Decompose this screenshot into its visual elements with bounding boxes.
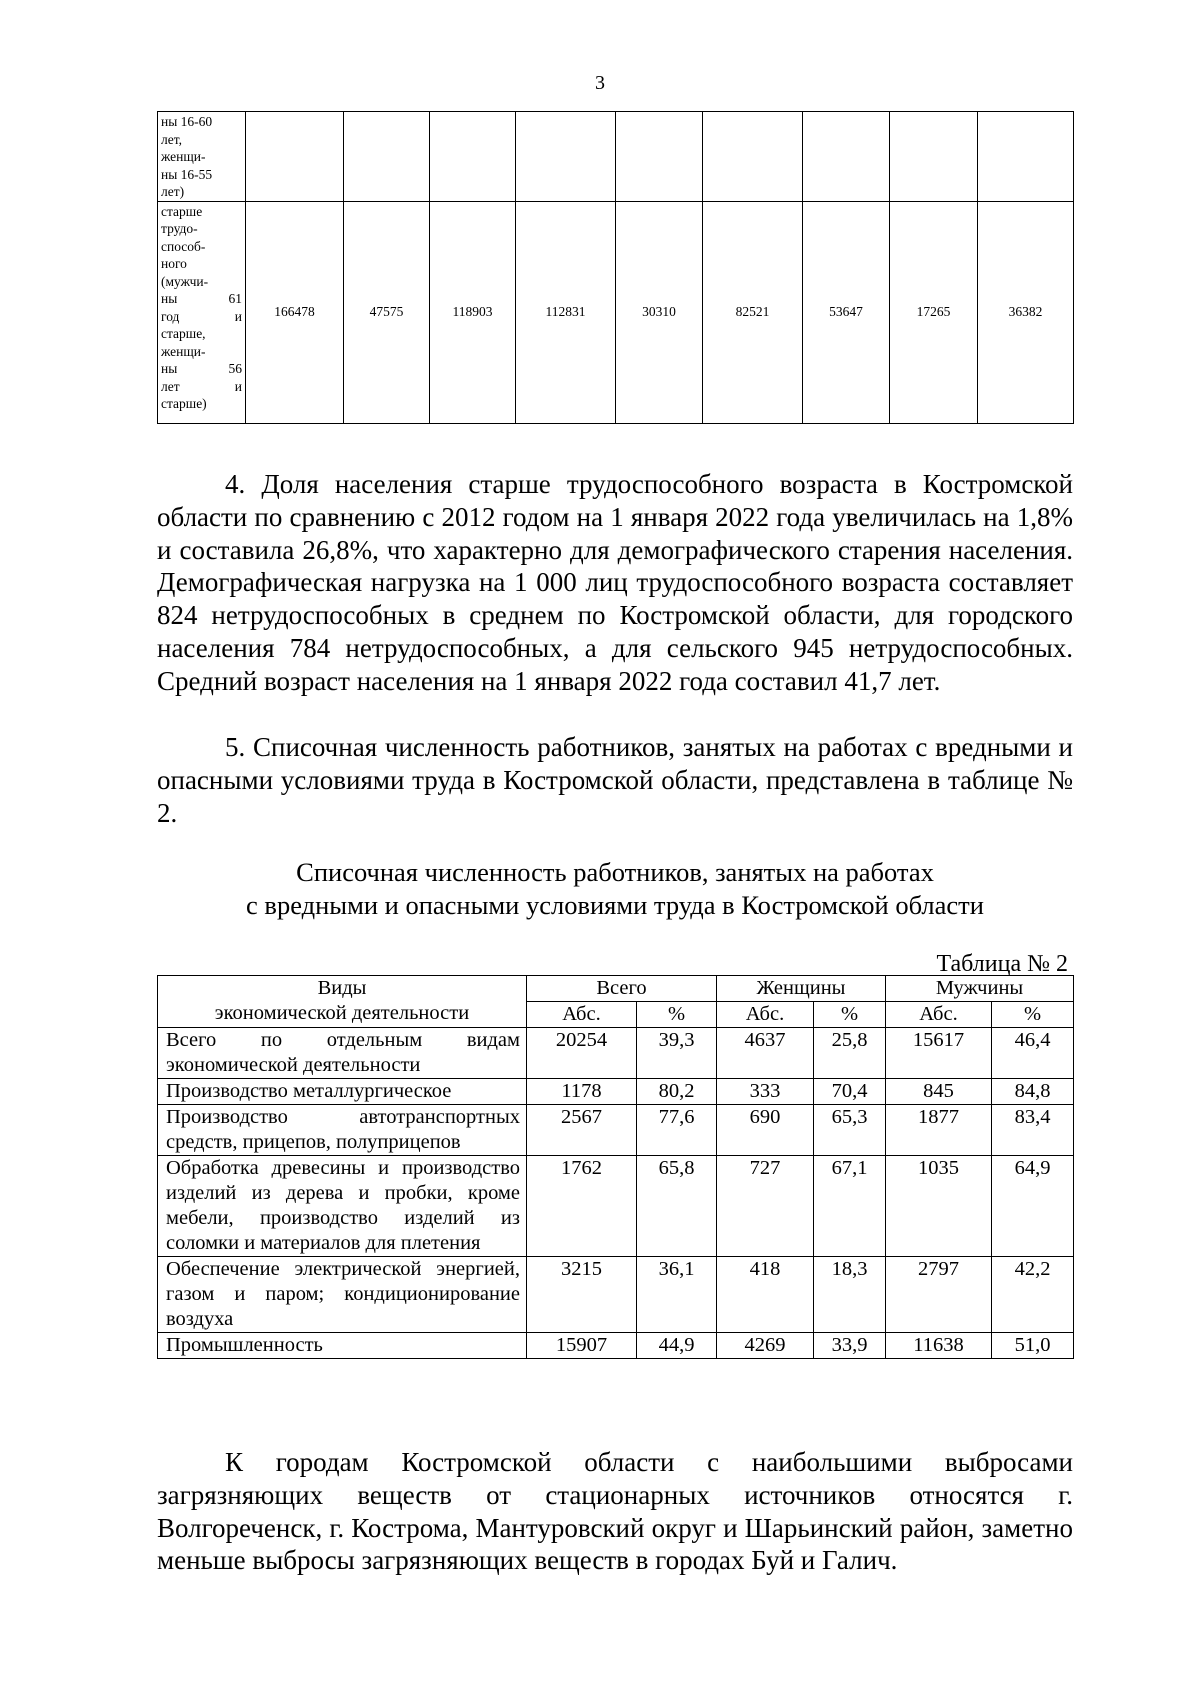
table-cell [344, 112, 430, 202]
table-row [158, 1028, 1074, 1079]
table-2-title [157, 856, 1073, 922]
table-cell: 17265 [890, 201, 978, 423]
table-cell [430, 112, 516, 202]
table-cell [616, 112, 703, 202]
header-women: Женщины [717, 976, 886, 1002]
women-abs: 690 [717, 1105, 814, 1156]
table-cell [803, 112, 890, 202]
table-cell [246, 112, 344, 202]
women-abs: 727 [717, 1156, 814, 1257]
total-abs: 20254 [527, 1028, 637, 1079]
table-row [158, 201, 1074, 423]
women-abs: 418 [717, 1257, 814, 1333]
men-pct: 64,9 [992, 1156, 1074, 1257]
table-2-title-line-2: с вредными и опасными условиями труда в Костромской области [246, 890, 984, 920]
total-abs: 15907 [527, 1333, 637, 1359]
table-row [158, 1156, 1074, 1257]
activity-name: Всего по отдельным видам экономической деятельности [158, 1028, 527, 1079]
table-row [158, 1333, 1074, 1359]
table-cell [890, 112, 978, 202]
paragraph-4: 4. Доля населения старше трудоспособного возраста в Костромской области по сравнению с 2012 годом на 1 января 2022 года увеличилась на 1,8% и составила 26,8%, что характерно для демографического старения населения. Демографическая нагрузка на 1 000 лиц трудоспособного возраста составляет 824 нетрудоспособных в среднем по Костромской области, для городского населения 784 нетрудоспособных, а для сельского 945 нетрудоспособных. Средний возраст населения на 1 января 2022 года составил 41,7 лет. [157, 469, 1073, 696]
activity-name: Производство автотранспортных средств, прицепов, полуприцепов [158, 1105, 527, 1156]
women-abs: 4637 [717, 1028, 814, 1079]
table-row [158, 1257, 1074, 1333]
activity-name: Обработка древесины и производство изделий из дерева и пробки, кроме мебели, производство изделий из соломки и материалов для плетения [158, 1156, 527, 1257]
header-women-pct: % [814, 1002, 886, 1028]
women-pct: 67,1 [814, 1156, 886, 1257]
header-total-pct: % [637, 1002, 717, 1028]
row-label-over-working-age: старше трудо- способ- ного (мужчи- ны 61 год и старше, женщи- ны 56 лет и старше) [158, 201, 246, 423]
table-2-number: Таблица № 2 [936, 951, 1068, 977]
table-row [158, 1105, 1074, 1156]
men-abs: 11638 [886, 1333, 992, 1359]
total-pct: 44,9 [637, 1333, 717, 1359]
table-cell [703, 112, 803, 202]
table-cell: 47575 [344, 201, 430, 423]
men-pct: 83,4 [992, 1105, 1074, 1156]
men-abs: 2797 [886, 1257, 992, 1333]
table-row [158, 1079, 1074, 1105]
men-abs: 845 [886, 1079, 992, 1105]
women-abs: 4269 [717, 1333, 814, 1359]
total-pct: 36,1 [637, 1257, 717, 1333]
header-men: Мужчины [886, 976, 1074, 1002]
women-pct: 25,8 [814, 1028, 886, 1079]
header-total: Всего [527, 976, 717, 1002]
header-women-abs: Абс. [717, 1002, 814, 1028]
total-abs: 1178 [527, 1079, 637, 1105]
header-activity: Виды экономической деятельности [158, 976, 527, 1028]
table-cell [516, 112, 616, 202]
table-cell: 82521 [703, 201, 803, 423]
paragraph-final: К городам Костромской области с наибольшими выбросами загрязняющих веществ от стационарных источников относятся г. Волгореченск, г. Кострома, Мантуровский округ и Шарьинский район, заметно меньше выбросы загрязняющих веществ в городах Буй и Галич. [157, 1447, 1073, 1576]
header-men-pct: % [992, 1002, 1074, 1028]
population-table-continuation [157, 111, 1074, 424]
total-abs: 2567 [527, 1105, 637, 1156]
men-abs: 15617 [886, 1028, 992, 1079]
table-cell: 36382 [978, 201, 1074, 423]
table-cell [978, 112, 1074, 202]
women-pct: 65,3 [814, 1105, 886, 1156]
table-cell: 112831 [516, 201, 616, 423]
paragraph-5: 5. Списочная численность работников, занятых на работах с вредными и опасными условиями труда в Костромской области, представлена в таблице № 2. [157, 732, 1073, 828]
activity-name: Производство металлургическое [158, 1079, 527, 1105]
header-total-abs: Абс. [527, 1002, 637, 1028]
table-row [158, 112, 1074, 202]
header-men-abs: Абс. [886, 1002, 992, 1028]
table-cell: 166478 [246, 201, 344, 423]
women-abs: 333 [717, 1079, 814, 1105]
activity-name: Обеспечение электрической энергией, газом и паром; кондиционирование воздуха [158, 1257, 527, 1333]
men-pct: 46,4 [992, 1028, 1074, 1079]
women-pct: 18,3 [814, 1257, 886, 1333]
total-pct: 80,2 [637, 1079, 717, 1105]
men-pct: 84,8 [992, 1079, 1074, 1105]
women-pct: 70,4 [814, 1079, 886, 1105]
men-abs: 1035 [886, 1156, 992, 1257]
table-cell: 53647 [803, 201, 890, 423]
total-pct: 39,3 [637, 1028, 717, 1079]
total-abs: 1762 [527, 1156, 637, 1257]
table-cell: 118903 [430, 201, 516, 423]
total-pct: 65,8 [637, 1156, 717, 1257]
women-pct: 33,9 [814, 1333, 886, 1359]
total-pct: 77,6 [637, 1105, 717, 1156]
hazardous-work-table [157, 975, 1074, 1359]
table-header-row [158, 976, 1074, 1002]
men-abs: 1877 [886, 1105, 992, 1156]
activity-name: Промышленность [158, 1333, 527, 1359]
page-number: 3 [595, 72, 605, 94]
men-pct: 42,2 [992, 1257, 1074, 1333]
row-label-working-age: ны 16-60 лет, женщи- ны 16-55 лет) [158, 112, 246, 202]
total-abs: 3215 [527, 1257, 637, 1333]
men-pct: 51,0 [992, 1333, 1074, 1359]
table-cell: 30310 [616, 201, 703, 423]
table-2-title-line-1: Списочная численность работников, занятых на работах [296, 857, 934, 887]
